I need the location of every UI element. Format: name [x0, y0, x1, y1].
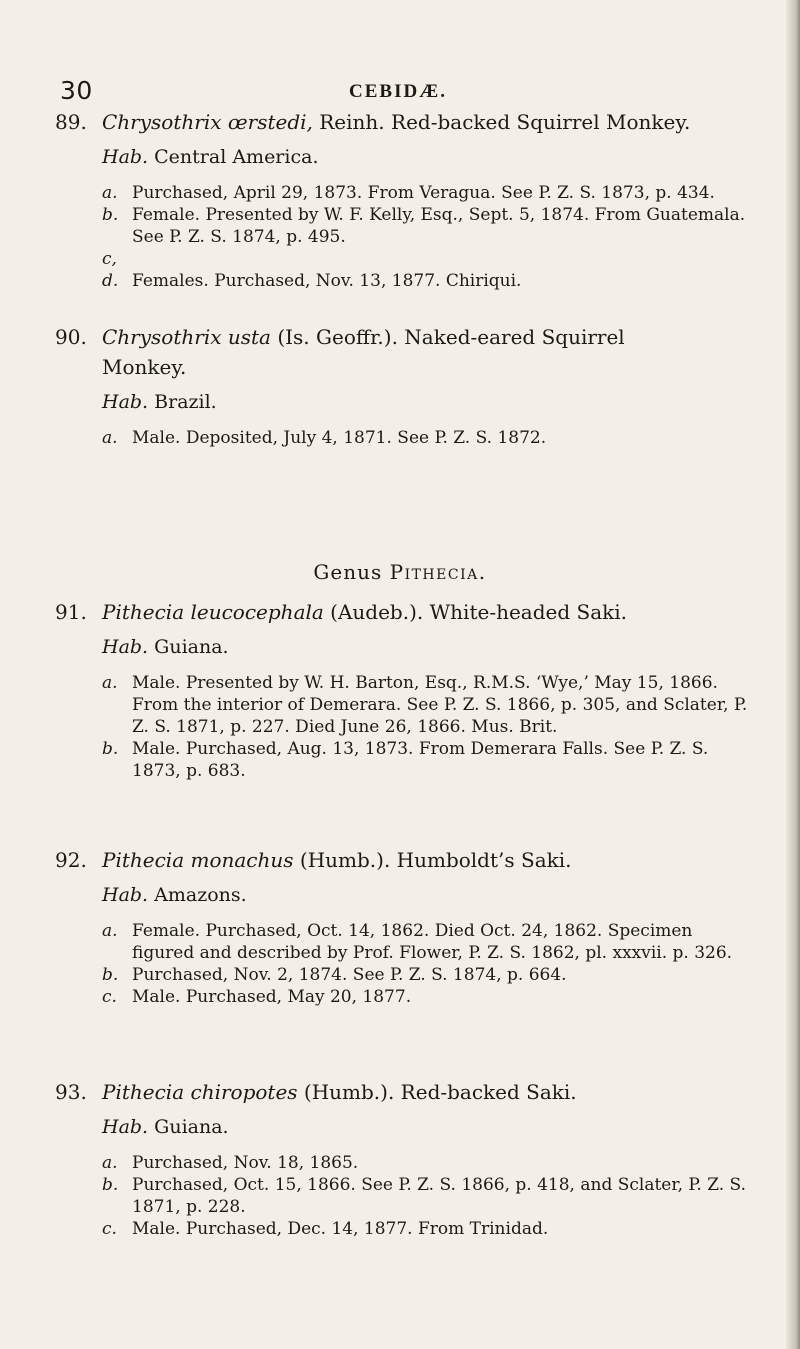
running-title: CEBIDÆ. [349, 81, 447, 102]
specimen-text: Male. Presented by W. H. Barton, Esq., R.M.S. ‘Wye,’ May 15, 1866. From the interior of Demerara. See P. Z. S. 1866, p. 305, and Sclater, P. Z. S. 1871, p. 227. Died June 26, 1866. Mus. Brit. [132, 673, 748, 737]
species-entry-89 [55, 110, 755, 292]
authority-and-common-name: (Audeb.). White-headed Saki. [323, 600, 628, 624]
habitat: Guiana. [148, 1116, 229, 1138]
genus-prefix: Genus [313, 560, 390, 584]
habitat-line [55, 385, 755, 419]
specimen-text: Purchased, April 29, 1873. From Veragua. See P. Z. S. 1873, p. 434. [132, 183, 715, 203]
heading-continuation: Monkey. [102, 355, 187, 379]
habitat: Brazil. [148, 391, 217, 413]
authority-and-common-name: (Humb.). Red-backed Saki. [297, 1080, 577, 1104]
specimen-letter: b. [102, 205, 119, 225]
specimen-list [55, 672, 755, 782]
hab-label: Hab. [102, 146, 149, 168]
specimen-item [55, 738, 755, 782]
specimen-item [55, 204, 755, 248]
genus-name: Pithecia. [389, 560, 487, 584]
specimen-item [55, 248, 755, 292]
entry-heading [55, 600, 755, 630]
specimen-text: Purchased, Nov. 2, 1874. See P. Z. S. 1874, p. 664. [132, 965, 567, 985]
habitat-line [55, 140, 755, 174]
specimen-text: Male. Deposited, July 4, 1871. See P. Z. S. 1872. [132, 428, 547, 448]
hab-label: Hab. [102, 391, 149, 413]
entry-heading [55, 848, 755, 878]
scientific-name: Pithecia chiropotes [102, 1080, 298, 1104]
scientific-name: Pithecia monachus [102, 848, 294, 872]
specimen-item [55, 1152, 755, 1174]
specimen-letter: a. [102, 1153, 118, 1173]
specimen-list [55, 1152, 755, 1240]
specimen-text: Female. Presented by W. F. Kelly, Esq., Sept. 5, 1874. From Guatemala. See P. Z. S. 1874, p. 495. [132, 205, 746, 247]
entry-number: 93. [55, 1080, 87, 1104]
authority-and-common-name: (Humb.). Humboldt’s Saki. [293, 848, 572, 872]
authority-and-common-name: Reinh. Red-backed Squirrel Monkey. [312, 110, 691, 134]
page-number: 30 [60, 76, 93, 105]
specimen-letter: c, d. [102, 249, 119, 291]
entry-heading [55, 110, 755, 140]
specimen-list [55, 182, 755, 292]
entry-number: 91. [55, 600, 87, 624]
scientific-name: Chrysothrix usta [102, 325, 271, 349]
specimen-text: Male. Purchased, May 20, 1877. [132, 987, 412, 1007]
specimen-letter: a. [102, 428, 118, 448]
specimen-text: Females. Purchased, Nov. 13, 1877. Chiriqui. [132, 271, 522, 291]
specimen-text: Purchased, Nov. 18, 1865. [132, 1153, 359, 1173]
specimen-item [55, 920, 755, 964]
habitat: Central America. [148, 146, 319, 168]
specimen-letter: a. [102, 183, 118, 203]
specimen-item [55, 672, 755, 738]
specimen-letter: c. [102, 1219, 117, 1239]
specimen-text: Male. Purchased, Dec. 14, 1877. From Trinidad. [132, 1219, 549, 1239]
specimen-letter: a. [102, 673, 118, 693]
entry-number: 92. [55, 848, 87, 872]
page-edge-shadow [786, 0, 800, 1349]
entry-heading [55, 1080, 755, 1110]
species-entry-91 [55, 600, 755, 782]
species-entry-93 [55, 1080, 755, 1240]
specimen-letter: b. [102, 739, 119, 759]
species-entry-90 [55, 325, 755, 449]
specimen-text: Male. Purchased, Aug. 13, 1873. From Demerara Falls. See P. Z. S. 1873, p. 683. [132, 739, 709, 781]
specimen-item [55, 1174, 755, 1218]
species-entry-92 [55, 848, 755, 1008]
entry-heading [55, 325, 755, 355]
habitat: Guiana. [148, 636, 229, 658]
hab-label: Hab. [102, 1116, 149, 1138]
hab-label: Hab. [102, 884, 149, 906]
specimen-letter: a. [102, 921, 118, 941]
entry-number: 90. [55, 325, 87, 349]
specimen-item [55, 182, 755, 204]
habitat-line [55, 630, 755, 664]
habitat: Amazons. [148, 884, 247, 906]
specimen-list [55, 427, 755, 449]
authority-and-common-name: (Is. Geoffr.). Naked-eared Squirrel [270, 325, 625, 349]
genus-heading [0, 560, 800, 584]
specimen-letter: b. [102, 965, 119, 985]
specimen-item [55, 427, 755, 449]
specimen-item [55, 1218, 755, 1240]
hab-label: Hab. [102, 636, 149, 658]
specimen-list [55, 920, 755, 1008]
entry-number: 89. [55, 110, 87, 134]
scientific-name: Pithecia leucocephala [102, 600, 324, 624]
scientific-name: Chrysothrix œrstedi, [102, 110, 313, 134]
specimen-text: Female. Purchased, Oct. 14, 1862. Died Oct. 24, 1862. Specimen figured and described by Prof. Flower, P. Z. S. 1862, pl. xxxvii. p. 326. [132, 921, 733, 963]
habitat-line [55, 1110, 755, 1144]
specimen-letter: b. [102, 1175, 119, 1195]
habitat-line [55, 878, 755, 912]
specimen-item [55, 964, 755, 986]
specimen-text: Purchased, Oct. 15, 1866. See P. Z. S. 1866, p. 418, and Sclater, P. Z. S. 1871, p. 228. [132, 1175, 746, 1217]
specimen-letter: c. [102, 987, 117, 1007]
specimen-item [55, 986, 755, 1008]
